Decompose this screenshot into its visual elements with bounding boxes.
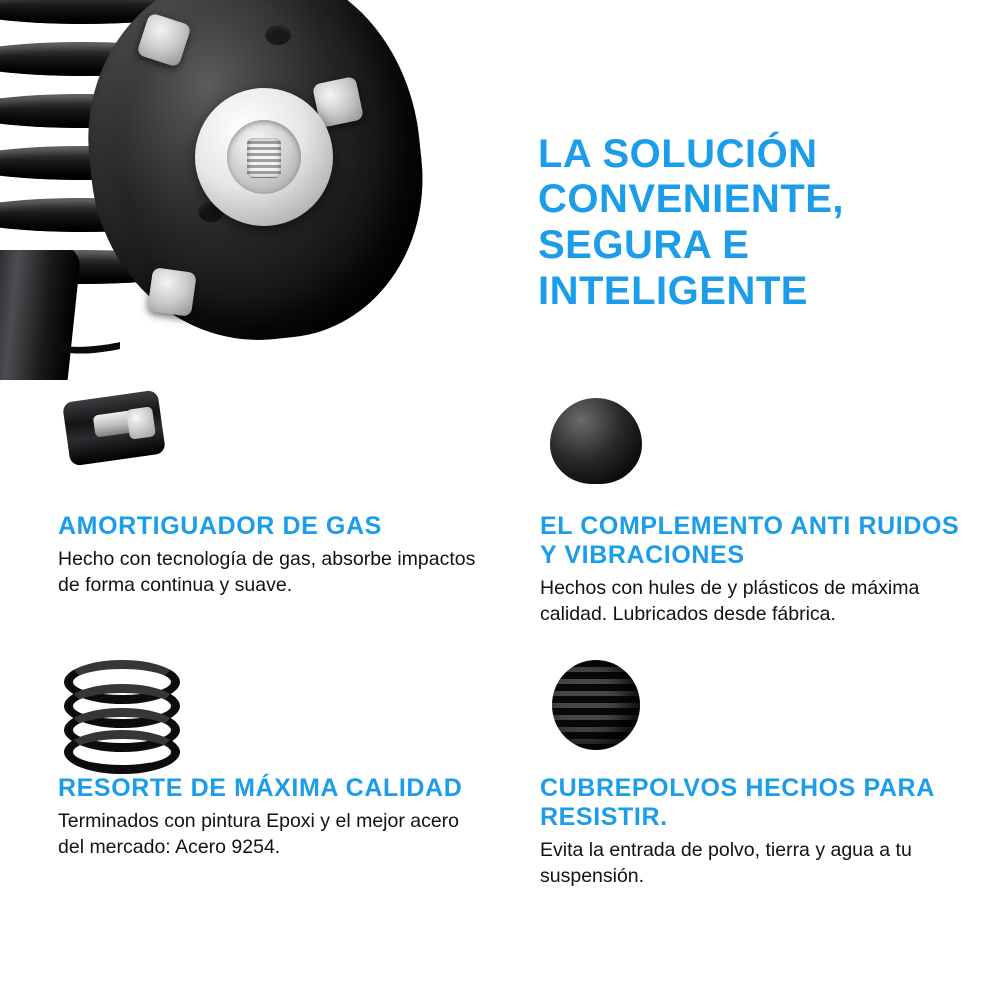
strut-mount-graphic bbox=[90, 0, 420, 350]
rubber-bumper-icon bbox=[540, 390, 650, 500]
coil-spring-icon bbox=[58, 652, 168, 762]
mount-dimple bbox=[265, 25, 291, 45]
page-title: LA SOLUCIÓN CONVENIENTE, SEGURA E INTELIGENTE bbox=[538, 131, 845, 313]
feature-title: EL COMPLEMENTO ANTI RUIDOS Y VIBRACIONES bbox=[540, 512, 960, 569]
lower-strut-graphic bbox=[0, 250, 120, 380]
hero-product-image bbox=[0, 0, 500, 380]
mount-bolt bbox=[147, 267, 197, 317]
feature-title: RESORTE DE MÁXIMA CALIDAD bbox=[58, 774, 463, 802]
feature-title: CUBREPOLVOS HECHOS PARA RESISTIR. bbox=[540, 774, 934, 831]
feature-title: AMORTIGUADOR DE GAS bbox=[58, 512, 382, 540]
spring-turn bbox=[64, 730, 180, 774]
feature-card-dust-boot bbox=[540, 652, 980, 890]
feature-description: Hechos con hules de y plásticos de máxima calidad. Lubricados desde fábrica. bbox=[540, 577, 920, 625]
feature-card-rubber-bumper bbox=[540, 390, 980, 628]
feature-grid bbox=[0, 390, 1000, 1000]
feature-description: Terminados con pintura Epoxi y el mejor acero del mercado: Acero 9254. bbox=[58, 810, 460, 858]
feature-card-coil-spring bbox=[58, 652, 498, 861]
feature-description: Evita la entrada de polvo, tierra y agua a tu suspensión. bbox=[540, 839, 912, 887]
strut-tube bbox=[0, 250, 82, 380]
feature-description: Hecho con tecnología de gas, absorbe impactos de forma continua y suave. bbox=[58, 548, 476, 596]
dust-boot-icon bbox=[540, 652, 650, 762]
feature-card-gas-shock bbox=[58, 390, 498, 599]
boot-bellows bbox=[552, 660, 640, 750]
gas-shock-icon bbox=[58, 390, 168, 500]
bumper-blob bbox=[550, 398, 642, 484]
threaded-stud bbox=[247, 138, 281, 178]
shock-cap bbox=[126, 406, 156, 439]
